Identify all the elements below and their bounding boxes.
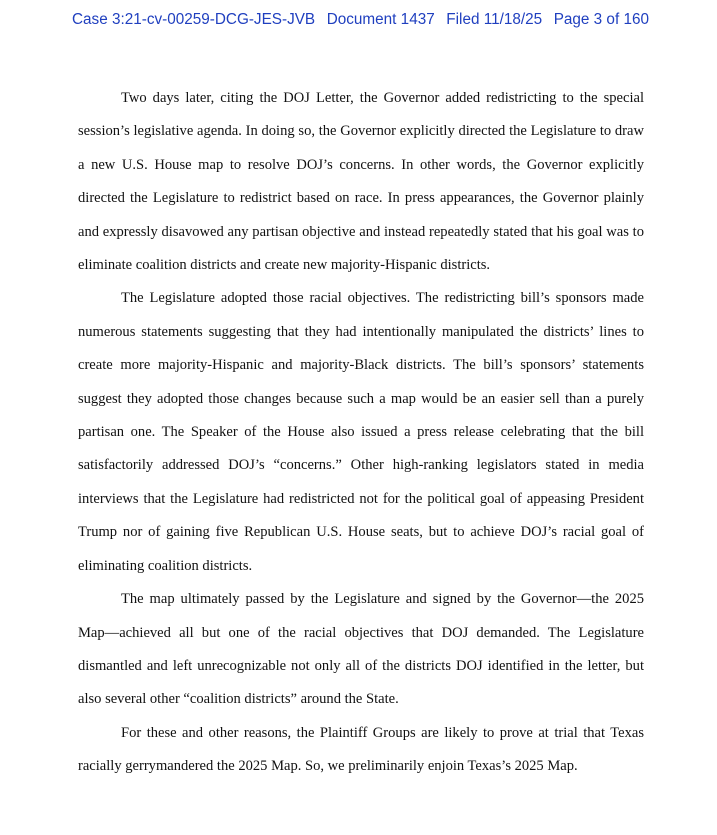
opinion-body [78, 82, 644, 784]
paragraph-2: The Legislature adopted those racial objectives. The redistricting bill’s sponsors made numerous statements suggesting that they had intentionally manipulated the districts’ lines to create more majority-Hispanic and majority-Black districts. The bill’s sponsors’ statements suggest they adopted those changes because such a map would be an easier sell than a purely partisan one. The Speaker of the House also issued a press release celebrating that the bill satisfactorily addressed DOJ’s “concerns.” Other high-ranking legislators stated in media interviews that the Legislature had redistricted not for the political goal of appeasing President Trump nor of gaining five Republican U.S. House seats, but to achieve DOJ’s racial goal of eliminating coalition districts. [78, 290, 644, 574]
document-number: Document 1437 [326, 11, 435, 28]
paragraph-1: Two days later, citing the DOJ Letter, the Governor added redistricting to the special session’s legislative agenda. In doing so, the Governor explicitly directed the Legislature to draw a new U.S. House map to resolve DOJ’s concerns. In other words, the Governor explicitly directed the Legislature to redistrict based on race. In press appearances, the Governor plainly and expressly disavowed any partisan objective and instead repeatedly stated that his goal was to eliminate coalition districts and create new majority-Hispanic districts. [78, 90, 644, 274]
paragraph-3: The map ultimately passed by the Legislature and signed by the Governor—the 2025 Map—achieved all but one of the racial objectives that DOJ demanded. The Legislature dismantled and left unrecognizable not only all of the districts DOJ identified in the letter, but also several other “coalition districts” around the State. [78, 591, 644, 708]
page-number: Page 3 of 160 [553, 11, 649, 28]
ecf-header [72, 10, 649, 30]
paragraph-4: For these and other reasons, the Plaintiff Groups are likely to prove at trial that Texas racially gerrymandered the 2025 Map. So, we preliminarily enjoin Texas’s 2025 Map. [78, 724, 644, 775]
filed-date: Filed 11/18/25 [446, 11, 543, 28]
case-number: Case 3:21-cv-00259-DCG-JES-JVB [72, 11, 316, 28]
